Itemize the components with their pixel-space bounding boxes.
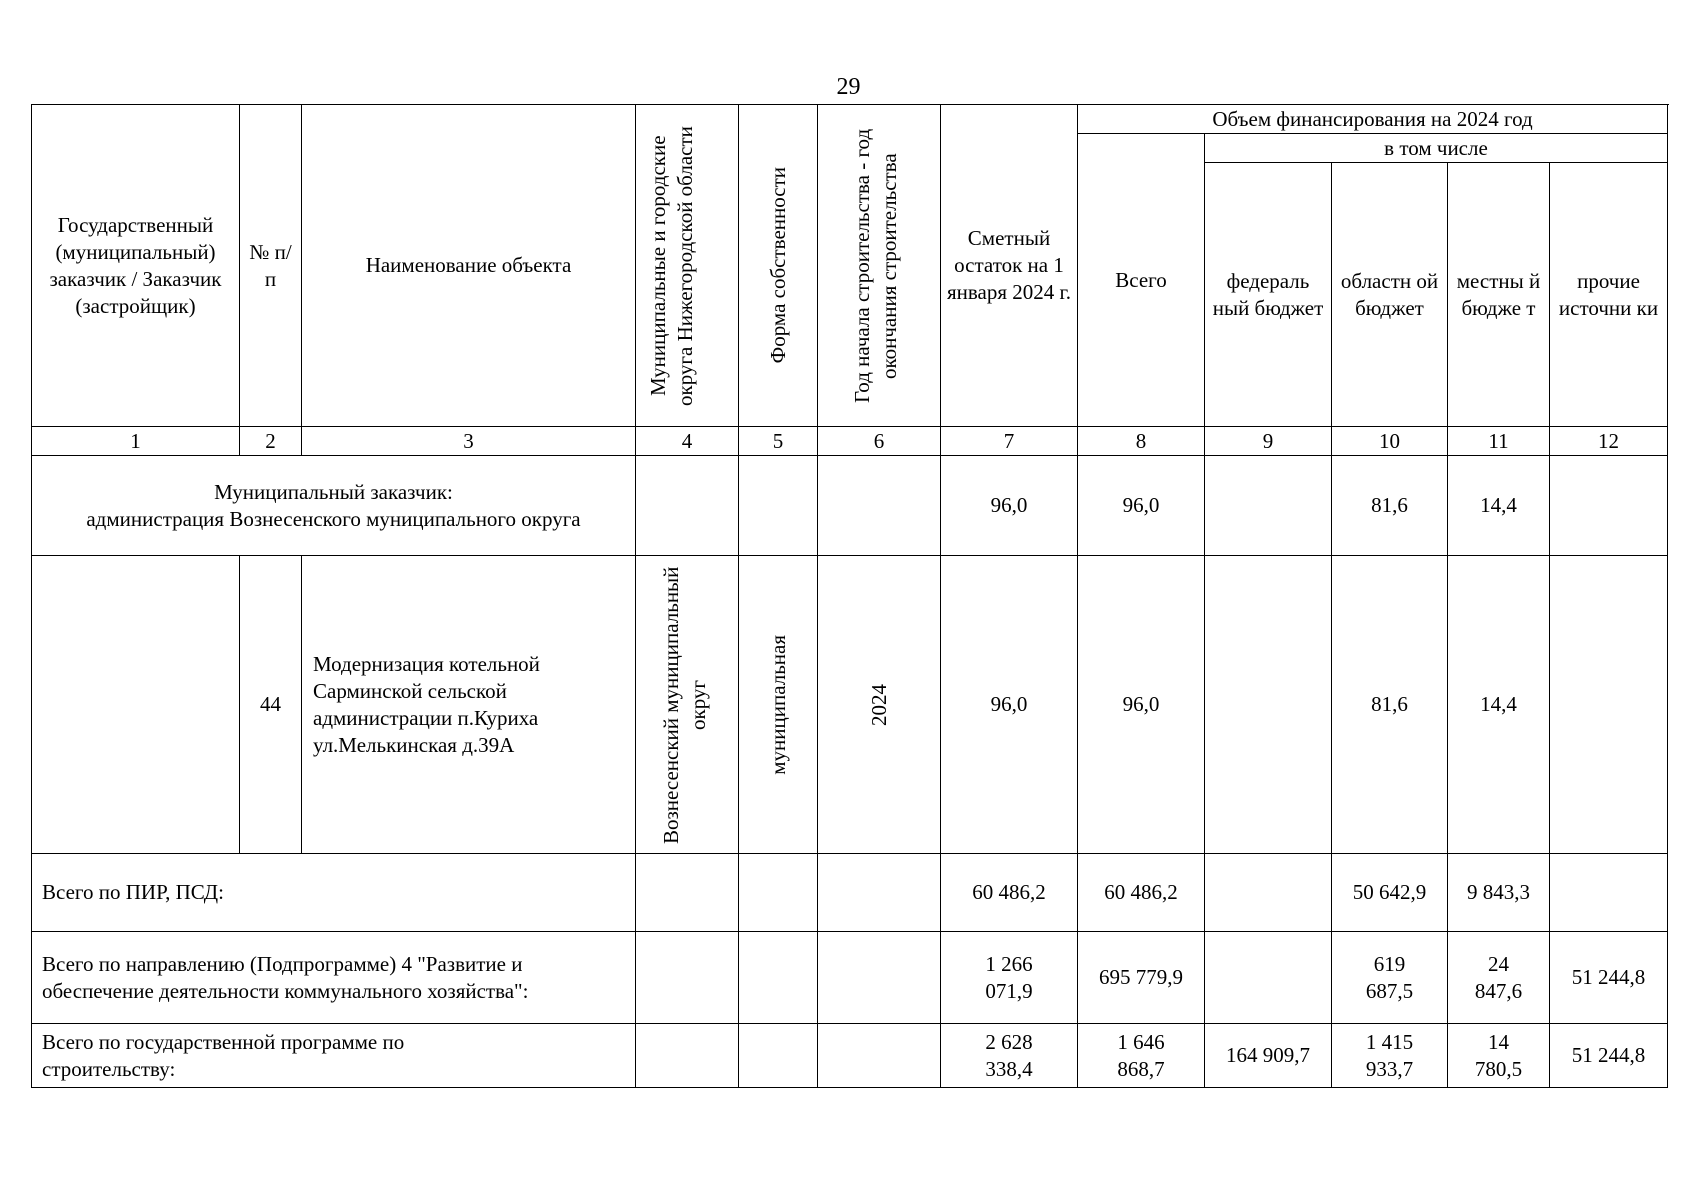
header-total: Всего (1078, 134, 1205, 427)
total-total: 1 646 868,7 (1078, 1024, 1205, 1088)
customer-municipality (636, 456, 739, 556)
object-ownership-text: муниципальная (765, 634, 790, 775)
object-regional: 81,6 (1332, 556, 1448, 854)
header-ownership (739, 105, 818, 427)
header-other: прочие источни ки (1550, 163, 1668, 427)
total-estimate: 1 266 071,9 (941, 932, 1078, 1024)
object-ownership (739, 556, 818, 854)
total-local: 14 780,5 (1448, 1024, 1550, 1088)
total-row (32, 854, 1668, 932)
page-number: 29 (836, 74, 861, 100)
total-federal: 164 909,7 (1205, 1024, 1332, 1088)
total-estimate: 2 628 338,4 (941, 1024, 1078, 1088)
customer-ownership (739, 456, 818, 556)
customer-line-2: администрация Вознесенского муниципального округа (86, 506, 581, 531)
customer-row (32, 456, 1668, 556)
total-row (32, 932, 1668, 1024)
total-ownership (739, 854, 818, 932)
object-municipality (636, 556, 739, 854)
header-customer: Государственный (муниципальный) заказчик / Заказчик (застройщик) (32, 105, 240, 427)
column-number: 8 (1078, 427, 1205, 456)
total-total: 60 486,2 (1078, 854, 1205, 932)
total-years (818, 1024, 941, 1088)
header-ownership-text: Форма собственности (765, 167, 790, 364)
total-other: 51 244,8 (1550, 1024, 1668, 1088)
column-number: 3 (302, 427, 636, 456)
total-federal (1205, 932, 1332, 1024)
header-years-text: Год начала строительства - год окончания строительства (850, 128, 901, 403)
column-number: 11 (1448, 427, 1550, 456)
object-row (32, 556, 1668, 854)
object-customer (32, 556, 240, 854)
column-number: 7 (941, 427, 1078, 456)
total-ownership (739, 932, 818, 1024)
column-number: 9 (1205, 427, 1332, 456)
header-financing: Объем финансирования на 2024 год (1078, 105, 1668, 134)
total-label: Всего по направлению (Подпрограмме) 4 "Развитие и обеспечение деятельности коммунального хозяйства": (32, 932, 636, 1024)
total-label: Всего по ПИР, ПСД: (32, 854, 636, 932)
column-number-row (32, 427, 1668, 456)
customer-total: 96,0 (1078, 456, 1205, 556)
total-years (818, 854, 941, 932)
customer-regional: 81,6 (1332, 456, 1448, 556)
total-other (1550, 854, 1668, 932)
header-municipality-text: Муниципальные и городские округа Нижегородской области (646, 125, 697, 406)
financing-table (31, 104, 1668, 1088)
object-local: 14,4 (1448, 556, 1550, 854)
column-number: 2 (240, 427, 302, 456)
customer-estimate: 96,0 (941, 456, 1078, 556)
header-estimate: Сметный остаток на 1 января 2024 г. (941, 105, 1078, 427)
customer-years (818, 456, 941, 556)
total-federal (1205, 854, 1332, 932)
header-federal: федераль ный бюджет (1205, 163, 1332, 427)
header-local: местны й бюдже т (1448, 163, 1550, 427)
total-other: 51 244,8 (1550, 932, 1668, 1024)
total-ownership (739, 1024, 818, 1088)
total-local: 9 843,3 (1448, 854, 1550, 932)
total-label: Всего по государственной программе по строительству: (32, 1024, 636, 1088)
object-total: 96,0 (1078, 556, 1205, 854)
object-years (818, 556, 941, 854)
total-years (818, 932, 941, 1024)
column-number: 12 (1550, 427, 1668, 456)
header-including: в том числе (1205, 134, 1668, 163)
total-municipality (636, 1024, 739, 1088)
column-number: 10 (1332, 427, 1448, 456)
object-other (1550, 556, 1668, 854)
total-regional: 50 642,9 (1332, 854, 1448, 932)
customer-cell (32, 456, 636, 556)
total-total: 695 779,9 (1078, 932, 1205, 1024)
total-row (32, 1024, 1668, 1088)
object-estimate: 96,0 (941, 556, 1078, 854)
object-number: 44 (240, 556, 302, 854)
total-estimate: 60 486,2 (941, 854, 1078, 932)
total-regional: 1 415 933,7 (1332, 1024, 1448, 1088)
customer-line-1: Муниципальный заказчик: (214, 479, 453, 504)
total-regional: 619 687,5 (1332, 932, 1448, 1024)
object-federal (1205, 556, 1332, 854)
header-object-name: Наименование объекта (302, 105, 636, 427)
object-municipality-text: Вознесенский муниципальный округ (659, 565, 710, 844)
column-number: 1 (32, 427, 240, 456)
header-number: № п/п (240, 105, 302, 427)
total-municipality (636, 854, 739, 932)
column-number: 5 (739, 427, 818, 456)
object-name: Модернизация котельной Сарминской сельской администрации п.Куриха ул.Мелькинская д.39А (302, 556, 636, 854)
customer-local: 14,4 (1448, 456, 1550, 556)
customer-other (1550, 456, 1668, 556)
header-years (818, 105, 941, 427)
customer-federal (1205, 456, 1332, 556)
column-number: 6 (818, 427, 941, 456)
total-municipality (636, 932, 739, 1024)
header-regional: областн ой бюджет (1332, 163, 1448, 427)
total-local: 24 847,6 (1448, 932, 1550, 1024)
column-number: 4 (636, 427, 739, 456)
object-years-text: 2024 (866, 683, 891, 726)
header-municipality (636, 105, 739, 427)
